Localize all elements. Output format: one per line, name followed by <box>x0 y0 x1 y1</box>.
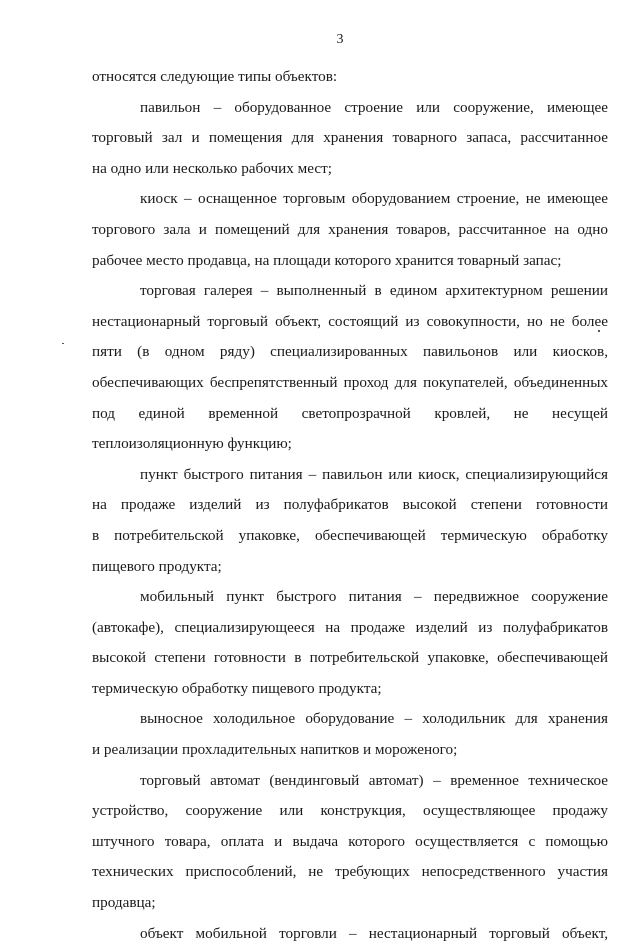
text-line: торгового зала и помещений для хранения товаров, рассчитанное на одно <box>92 220 608 238</box>
paragraph <box>92 276 608 460</box>
paragraph <box>92 460 608 582</box>
text-line: на продаже изделий из полуфабрикатов высокой степени готовности <box>92 496 608 514</box>
text-line: торговая галерея – выполненный в едином архитектурном решении <box>140 282 608 300</box>
text-line: термическую обработку пищевого продукта; <box>92 679 382 697</box>
paragraph <box>92 704 608 765</box>
document-body <box>92 62 608 949</box>
scan-artifact <box>62 343 64 344</box>
text-line: пищевого продукта; <box>92 557 222 575</box>
page-number: 3 <box>336 32 344 47</box>
text-line: обеспечивающих беспрепятственный проход для покупателей, объединенных <box>92 373 608 391</box>
text-line: киоск – оснащенное торговым оборудованием строение, не имеющее <box>140 190 608 208</box>
text-line: технических приспособлений, не требующих непосредственного участия <box>92 863 608 881</box>
paragraph <box>92 919 608 949</box>
scan-artifact <box>598 330 600 332</box>
paragraph <box>92 184 608 276</box>
text-line: теплоизоляционную функцию; <box>92 435 292 453</box>
text-line: торговый зал и помещения для хранения товарного запаса, рассчитанное <box>92 129 608 147</box>
text-line: нестационарный торговый объект, состоящий из совокупности, но не более <box>92 312 608 330</box>
paragraph <box>92 582 608 704</box>
text-line: павильон – оборудованное строение или сооружение, имеющее <box>140 98 608 116</box>
text-line: (автокафе), специализирующееся на продаже изделий из полуфабрикатов <box>92 618 608 636</box>
text-line: устройство, сооружение или конструкция, осуществляющее продажу <box>92 802 608 820</box>
text-line: мобильный пункт быстрого питания – передвижное сооружение <box>140 588 608 606</box>
paragraph <box>92 93 608 185</box>
text-line: на одно или несколько рабочих мест; <box>92 159 332 177</box>
text-line: высокой степени готовности в потребительской упаковке, обеспечивающей <box>92 649 608 667</box>
text-line: относятся следующие типы объектов: <box>92 68 338 85</box>
text-line: пункт быстрого питания – павильон или киоск, специализирующийся <box>140 465 608 483</box>
paragraph <box>92 766 608 919</box>
text-line: рабочее место продавца, на площади которого хранится товарный запас; <box>92 251 562 269</box>
text-line: объект мобильной торговли – нестационарный торговый объект, <box>140 924 608 942</box>
text-line: штучного товара, оплата и выдача которого осуществляется с помощью <box>92 832 608 850</box>
paragraph <box>92 62 608 93</box>
text-line: в потребительской упаковке, обеспечивающей термическую обработку <box>92 526 608 544</box>
text-line: под единой временной светопрозрачной кровлей, не несущей <box>92 404 608 422</box>
text-line: торговый автомат (вендинговый автомат) – временное техническое <box>140 771 608 789</box>
text-line: и реализации прохладительных напитков и мороженого; <box>92 741 458 759</box>
text-line: продавца; <box>92 894 156 912</box>
text-line: выносное холодильное оборудование – холодильник для хранения <box>140 710 608 728</box>
text-line: пяти (в одном ряду) специализированных павильонов или киосков, <box>92 343 608 361</box>
